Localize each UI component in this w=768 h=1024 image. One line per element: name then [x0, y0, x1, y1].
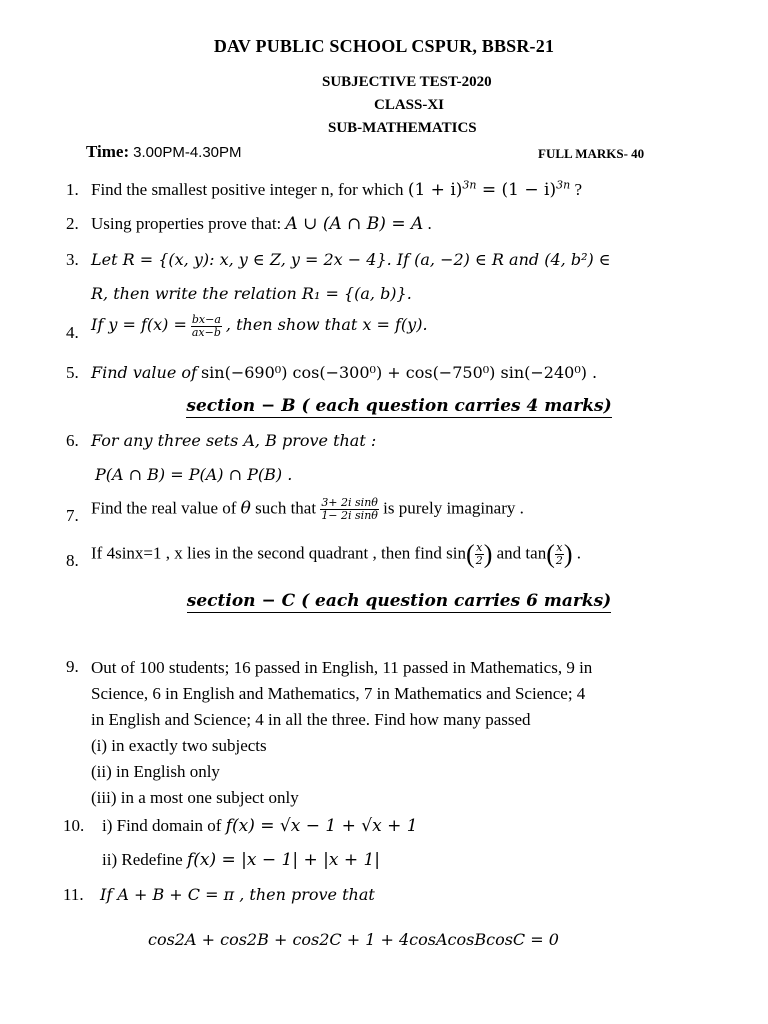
q7-mid: such that: [255, 498, 317, 518]
q8-tan-num: x: [556, 541, 563, 554]
q1-exp-left: 3n: [462, 178, 477, 192]
q7-fraction: [320, 497, 379, 522]
q9-line: (iii) in a most one subject only: [91, 788, 299, 807]
q4-post: , then show that x = f(y).: [225, 315, 428, 335]
q7-theta: θ: [240, 498, 251, 519]
q8-sin-num: x: [476, 541, 483, 554]
section-b-heading: [0, 396, 768, 416]
test-title: SUBJECTIVE TEST-2020: [322, 74, 492, 90]
q1-tail: ?: [570, 180, 582, 199]
q9-line: Science, 6 in English and Mathematics, 7 in Mathematics and Science; 4: [91, 684, 586, 703]
q7-post: is purely imaginary .: [383, 498, 524, 518]
q3-line2: R, then write the relation R₁ = {(a, b)}.: [91, 284, 412, 303]
q9-number: 9.: [66, 657, 79, 676]
q10-ii-pre: ii) Redefine: [102, 850, 183, 869]
question-2: [91, 214, 432, 234]
q8-mid: and tan: [496, 543, 547, 563]
full-marks: FULL MARKS- 40: [538, 146, 645, 161]
question-1: [91, 180, 582, 200]
question-9: [91, 655, 592, 811]
q7-pre: Find the real value of: [91, 498, 237, 518]
q11-line2: cos2A + cos2B + cos2C + 1 + 4cosAcosBcosC = 0: [148, 930, 559, 949]
q10-i-math: f(x) = √x − 1 + √x + 1: [225, 816, 418, 836]
q8-fraction-tan: [555, 542, 564, 567]
q7-number: 7.: [66, 506, 79, 525]
question-5: [91, 363, 597, 383]
q4-number: 4.: [66, 323, 79, 342]
question-4: [91, 314, 428, 339]
q5-number: 5.: [66, 363, 79, 382]
q8-tail: .: [572, 543, 582, 563]
question-8: If 4sinx=1 , x lies in the second quadrant , then find sin( $\frac{x}{2}$ ) and tan( $\frac{x}{2}$ ) .: [91, 539, 582, 569]
q9-line: in English and Science; 4 in all the three. Find how many passed: [91, 710, 531, 729]
q8-pre: If 4sinx=1 , x lies in the second quadrant , then find sin: [91, 543, 467, 563]
section-b-text: section − B ( each question carries 4 marks): [186, 396, 612, 416]
q1-exp-right: 3n: [556, 178, 571, 192]
q5-math: sin(−690⁰) cos(−300⁰) + cos(−750⁰) sin(−240⁰) .: [200, 363, 598, 382]
q6-number: 6.: [66, 431, 79, 450]
time-row: [86, 142, 242, 162]
q6-line2: P(A ∩ B) = P(A) ∩ P(B) .: [95, 465, 293, 484]
time-value: 3.00PM-4.30PM: [133, 144, 242, 161]
q11-line1: If A + B + C = π , then prove that: [100, 885, 375, 904]
q7-frac-den: 1− 2i sinθ: [321, 509, 378, 522]
q2-tail: .: [423, 214, 432, 233]
section-c-heading: [0, 591, 768, 611]
q3-line1: Let R = {(x, y): x, y ∈ Z, y = 2x − 4}. If (a, −2) ∈ R and (4, b²) ∈: [91, 250, 611, 269]
section-c-text: section − C ( each question carries 6 marks): [186, 591, 612, 611]
q2-text: Using properties prove that:: [91, 214, 282, 233]
q10-number: 10.: [63, 816, 85, 835]
class-title: CLASS-XI: [374, 97, 445, 113]
q1-number: 1.: [66, 180, 79, 199]
q7-frac-num: 3+ 2i sinθ: [321, 496, 378, 509]
q8-sin-den: 2: [475, 554, 483, 567]
q4-pre: If y = f(x) =: [91, 315, 187, 335]
q11-number: 11.: [63, 885, 84, 904]
q1-math-left: (1 + i): [407, 180, 463, 200]
q5-pre: Find value of: [91, 363, 197, 382]
q10-part-ii: [102, 850, 380, 870]
question-7: [91, 497, 524, 522]
q10-i-pre: i) Find domain of: [102, 816, 222, 835]
q3-number: 3.: [66, 250, 79, 269]
q1-text: Find the smallest positive integer n, for which: [91, 180, 404, 199]
q10-ii-math: f(x) = |x − 1| + |x + 1|: [186, 850, 381, 870]
q4-frac-den: ax−b: [191, 326, 221, 339]
q1-math-right: = (1 − i): [476, 180, 557, 200]
time-label: Time:: [86, 142, 130, 161]
q6-line1: For any three sets A, B prove that :: [91, 431, 377, 450]
q4-frac-num: bx−a: [191, 313, 221, 326]
q10-part-i: [102, 816, 418, 836]
q8-fraction-sin: [475, 542, 484, 567]
q9-line: Out of 100 students; 16 passed in English, 11 passed in Mathematics, 9 in: [91, 658, 593, 677]
school-name: DAV PUBLIC SCHOOL CSPUR, BBSR-21: [213, 36, 555, 56]
subject-title: SUB-MATHEMATICS: [328, 120, 477, 136]
q8-tan-den: 2: [555, 554, 563, 567]
q9-line: (ii) in English only: [91, 762, 220, 781]
q4-fraction: [191, 314, 222, 339]
q2-math: A ∪ (A ∩ B) = A: [285, 214, 424, 234]
q2-number: 2.: [66, 214, 79, 233]
q9-line: (i) in exactly two subjects: [91, 736, 267, 755]
q8-number: 8.: [66, 551, 79, 570]
